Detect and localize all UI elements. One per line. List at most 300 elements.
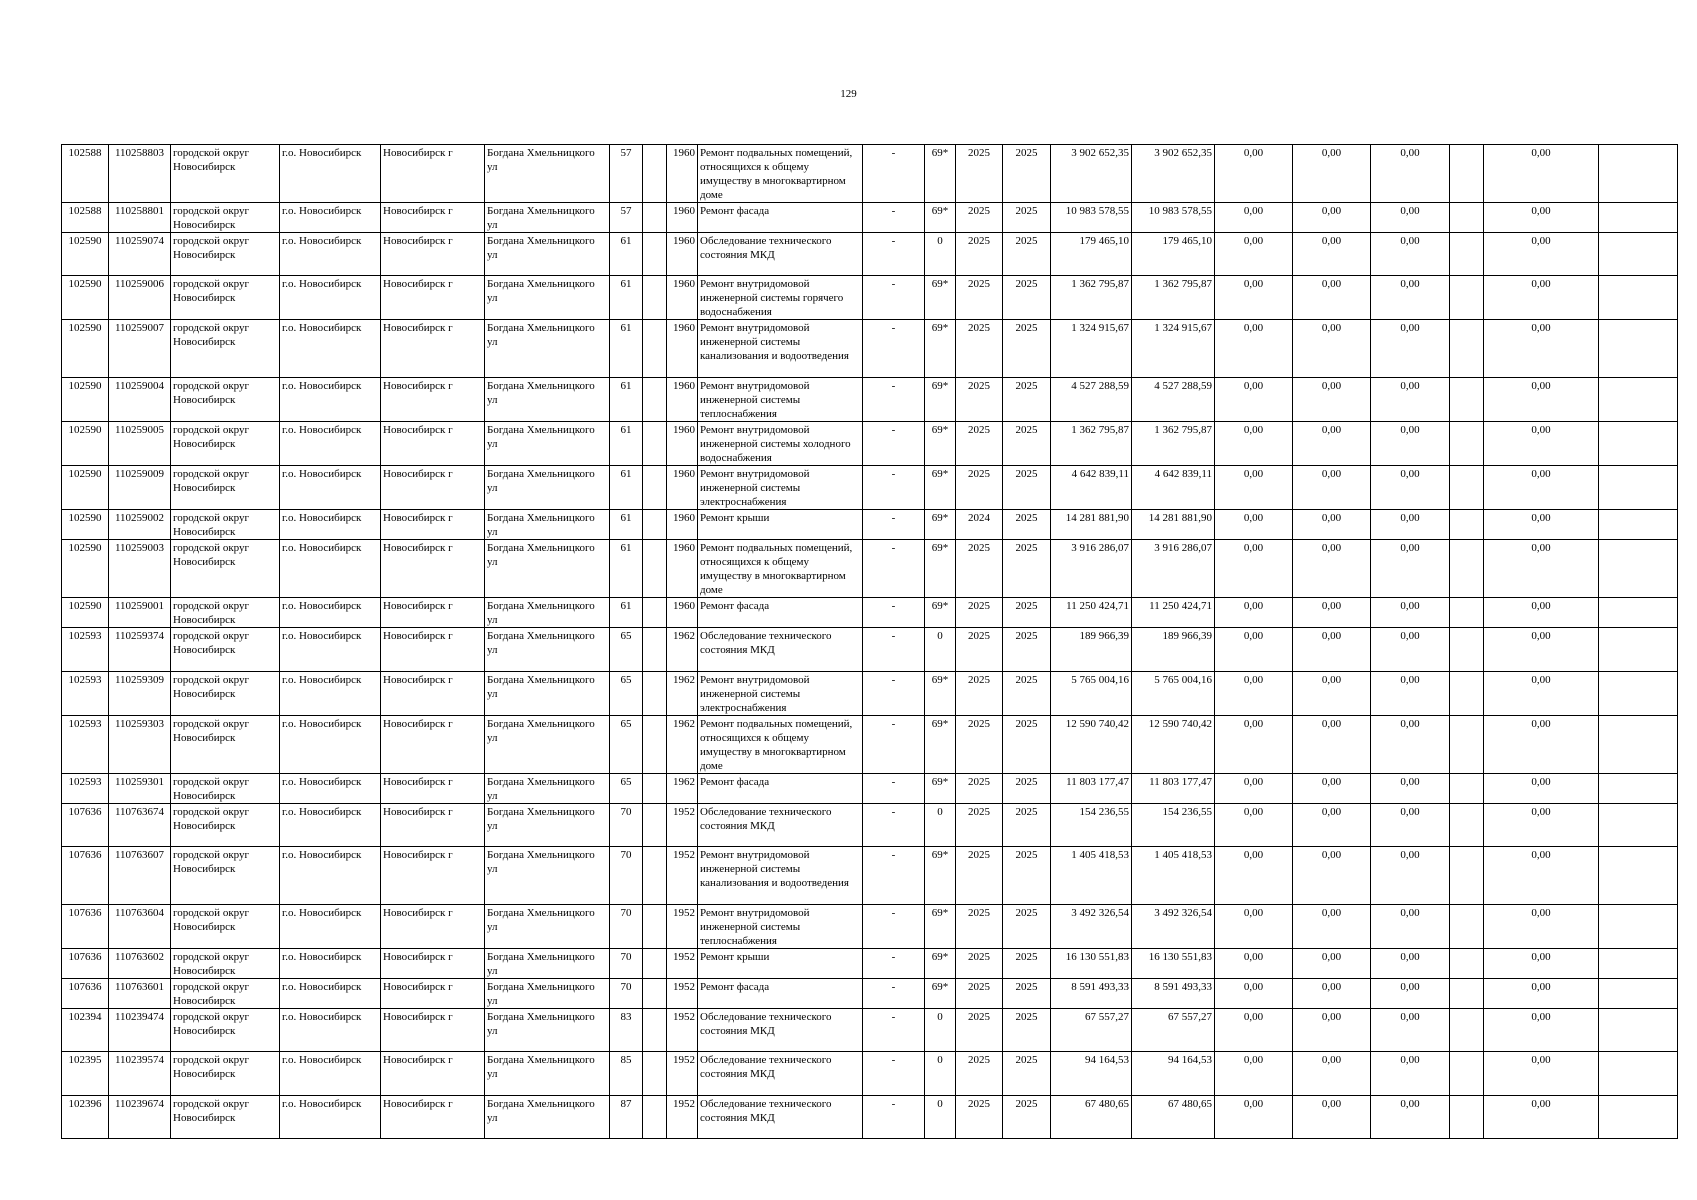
city-cell: Новосибирск г bbox=[381, 145, 485, 203]
budget-cost-cell: 0,00 bbox=[1215, 716, 1293, 774]
plan-end-year-cell: 2025 bbox=[1003, 233, 1051, 276]
street-cell: Богдана Хмельницкого ул bbox=[485, 320, 610, 378]
trailing-empty-cell bbox=[1599, 1009, 1678, 1052]
local-budget-cell: 0,00 bbox=[1371, 1009, 1450, 1052]
table-row bbox=[62, 1096, 1678, 1139]
work-code-cell: 110763674 bbox=[109, 804, 171, 847]
local-budget-cell: 0,00 bbox=[1371, 510, 1450, 540]
wear-percent-cell: 69* bbox=[925, 598, 956, 628]
work-code-cell: 110259002 bbox=[109, 510, 171, 540]
table-row bbox=[62, 540, 1678, 598]
district-cell: городской округ Новосибирск bbox=[171, 276, 280, 320]
budget-cost-cell: 0,00 bbox=[1215, 203, 1293, 233]
wear-percent-cell: 69* bbox=[925, 203, 956, 233]
budget-cost-cell: 0,00 bbox=[1215, 540, 1293, 598]
building-cell bbox=[643, 422, 667, 466]
street-cell: Богдана Хмельницкого ул bbox=[485, 145, 610, 203]
object-id-cell: 107636 bbox=[62, 847, 109, 905]
object-id-cell: 102588 bbox=[62, 145, 109, 203]
city-cell: Новосибирск г bbox=[381, 905, 485, 949]
budget-cost-cell: 0,00 bbox=[1215, 804, 1293, 847]
work-type-cell: Ремонт подвальных помещений, относящихся к общему имуществу в многоквартирном доме bbox=[698, 540, 863, 598]
unit-cell: - bbox=[863, 949, 925, 979]
house-number-cell: 65 bbox=[610, 774, 643, 804]
plan-start-year-cell: 2025 bbox=[956, 145, 1003, 203]
budget-cost-cell: 0,00 bbox=[1215, 774, 1293, 804]
local-budget-cell: 0,00 bbox=[1371, 540, 1450, 598]
regional-budget-cell: 0,00 bbox=[1293, 672, 1371, 716]
unit-cell: - bbox=[863, 510, 925, 540]
work-code-cell: 110258803 bbox=[109, 145, 171, 203]
table-row bbox=[62, 598, 1678, 628]
budget-cost-cell: 0,00 bbox=[1215, 320, 1293, 378]
work-code-cell: 110259301 bbox=[109, 774, 171, 804]
plan-start-year-cell: 2025 bbox=[956, 1096, 1003, 1139]
plan-start-year-cell: 2025 bbox=[956, 716, 1003, 774]
plan-end-year-cell: 2025 bbox=[1003, 1009, 1051, 1052]
municipality-cell: г.о. Новосибирск bbox=[280, 320, 381, 378]
commission-year-cell: 1960 bbox=[667, 233, 698, 276]
district-cell: городской округ Новосибирск bbox=[171, 320, 280, 378]
building-cell bbox=[643, 905, 667, 949]
regional-budget-cell: 0,00 bbox=[1293, 145, 1371, 203]
building-cell bbox=[643, 774, 667, 804]
municipality-cell: г.о. Новосибирск bbox=[280, 716, 381, 774]
municipality-cell: г.о. Новосибирск bbox=[280, 203, 381, 233]
unit-cell: - bbox=[863, 905, 925, 949]
work-type-cell: Обследование технического состояния МКД bbox=[698, 1009, 863, 1052]
commission-year-cell: 1960 bbox=[667, 378, 698, 422]
object-id-cell: 102593 bbox=[62, 628, 109, 672]
plan-end-year-cell: 2025 bbox=[1003, 979, 1051, 1009]
work-type-cell: Ремонт внутридомовой инженерной системы теплоснабжения bbox=[698, 905, 863, 949]
total-cost-cell: 67 557,27 bbox=[1051, 1009, 1132, 1052]
building-cell bbox=[643, 1096, 667, 1139]
municipality-cell: г.о. Новосибирск bbox=[280, 672, 381, 716]
wear-percent-cell: 0 bbox=[925, 1052, 956, 1096]
municipality-cell: г.о. Новосибирск bbox=[280, 774, 381, 804]
trailing-empty-cell bbox=[1599, 276, 1678, 320]
local-budget-cell: 0,00 bbox=[1371, 203, 1450, 233]
plan-start-year-cell: 2025 bbox=[956, 276, 1003, 320]
municipality-cell: г.о. Новосибирск bbox=[280, 847, 381, 905]
district-cell: городской округ Новосибирск bbox=[171, 510, 280, 540]
work-code-cell: 110259001 bbox=[109, 598, 171, 628]
work-code-cell: 110259374 bbox=[109, 628, 171, 672]
trailing-empty-cell bbox=[1599, 598, 1678, 628]
budget-cost-cell: 0,00 bbox=[1215, 672, 1293, 716]
work-code-cell: 110259004 bbox=[109, 378, 171, 422]
total-cost-cell: 16 130 551,83 bbox=[1051, 949, 1132, 979]
unit-cell: - bbox=[863, 276, 925, 320]
district-cell: городской округ Новосибирск bbox=[171, 540, 280, 598]
city-cell: Новосибирск г bbox=[381, 774, 485, 804]
district-cell: городской округ Новосибирск bbox=[171, 716, 280, 774]
empty-cell bbox=[1450, 774, 1484, 804]
work-code-cell: 110763601 bbox=[109, 979, 171, 1009]
plan-start-year-cell: 2024 bbox=[956, 510, 1003, 540]
work-type-cell: Обследование технического состояния МКД bbox=[698, 233, 863, 276]
street-cell: Богдана Хмельницкого ул bbox=[485, 774, 610, 804]
wear-percent-cell: 69* bbox=[925, 672, 956, 716]
empty-cell bbox=[1450, 979, 1484, 1009]
plan-start-year-cell: 2025 bbox=[956, 378, 1003, 422]
total-cost-cell: 3 902 652,35 bbox=[1051, 145, 1132, 203]
local-budget-cell: 0,00 bbox=[1371, 422, 1450, 466]
total-cost-cell: 67 480,65 bbox=[1051, 1096, 1132, 1139]
plan-end-year-cell: 2025 bbox=[1003, 466, 1051, 510]
empty-cell bbox=[1450, 672, 1484, 716]
local-budget-cell: 0,00 bbox=[1371, 716, 1450, 774]
work-code-cell: 110239574 bbox=[109, 1052, 171, 1096]
plan-end-year-cell: 2025 bbox=[1003, 203, 1051, 233]
street-cell: Богдана Хмельницкого ул bbox=[485, 1009, 610, 1052]
plan-start-year-cell: 2025 bbox=[956, 233, 1003, 276]
object-id-cell: 102395 bbox=[62, 1052, 109, 1096]
object-id-cell: 102593 bbox=[62, 672, 109, 716]
unit-cell: - bbox=[863, 320, 925, 378]
street-cell: Богдана Хмельницкого ул bbox=[485, 847, 610, 905]
table-body bbox=[62, 145, 1678, 1139]
regional-budget-cell: 0,00 bbox=[1293, 378, 1371, 422]
regional-budget-cell: 0,00 bbox=[1293, 320, 1371, 378]
plan-end-year-cell: 2025 bbox=[1003, 510, 1051, 540]
empty-cell bbox=[1450, 1096, 1484, 1139]
object-id-cell: 107636 bbox=[62, 905, 109, 949]
commission-year-cell: 1952 bbox=[667, 1052, 698, 1096]
building-cell bbox=[643, 145, 667, 203]
work-type-cell: Обследование технического состояния МКД bbox=[698, 804, 863, 847]
work-code-cell: 110259006 bbox=[109, 276, 171, 320]
building-cell bbox=[643, 716, 667, 774]
owners-funds-cell: 0,00 bbox=[1484, 847, 1599, 905]
table-row bbox=[62, 672, 1678, 716]
commission-year-cell: 1952 bbox=[667, 847, 698, 905]
owners-funds-cell: 0,00 bbox=[1484, 276, 1599, 320]
object-id-cell: 107636 bbox=[62, 979, 109, 1009]
plan-end-year-cell: 2025 bbox=[1003, 320, 1051, 378]
wear-percent-cell: 0 bbox=[925, 628, 956, 672]
wear-percent-cell: 0 bbox=[925, 804, 956, 847]
owners-funds-cell: 0,00 bbox=[1484, 672, 1599, 716]
regional-budget-cell: 0,00 bbox=[1293, 716, 1371, 774]
unit-cell: - bbox=[863, 774, 925, 804]
empty-cell bbox=[1450, 905, 1484, 949]
trailing-empty-cell bbox=[1599, 949, 1678, 979]
fund-cost-cell: 1 362 795,87 bbox=[1132, 276, 1215, 320]
budget-cost-cell: 0,00 bbox=[1215, 847, 1293, 905]
trailing-empty-cell bbox=[1599, 672, 1678, 716]
wear-percent-cell: 0 bbox=[925, 1009, 956, 1052]
empty-cell bbox=[1450, 598, 1484, 628]
table-row bbox=[62, 847, 1678, 905]
unit-cell: - bbox=[863, 466, 925, 510]
work-type-cell: Ремонт внутридомовой инженерной системы электроснабжения bbox=[698, 466, 863, 510]
plan-end-year-cell: 2025 bbox=[1003, 598, 1051, 628]
district-cell: городской округ Новосибирск bbox=[171, 905, 280, 949]
wear-percent-cell: 69* bbox=[925, 466, 956, 510]
empty-cell bbox=[1450, 145, 1484, 203]
local-budget-cell: 0,00 bbox=[1371, 949, 1450, 979]
regional-budget-cell: 0,00 bbox=[1293, 276, 1371, 320]
plan-start-year-cell: 2025 bbox=[956, 466, 1003, 510]
local-budget-cell: 0,00 bbox=[1371, 466, 1450, 510]
empty-cell bbox=[1450, 1052, 1484, 1096]
city-cell: Новосибирск г bbox=[381, 804, 485, 847]
house-number-cell: 70 bbox=[610, 905, 643, 949]
city-cell: Новосибирск г bbox=[381, 510, 485, 540]
city-cell: Новосибирск г bbox=[381, 1009, 485, 1052]
empty-cell bbox=[1450, 804, 1484, 847]
wear-percent-cell: 69* bbox=[925, 378, 956, 422]
table-row bbox=[62, 422, 1678, 466]
total-cost-cell: 189 966,39 bbox=[1051, 628, 1132, 672]
building-cell bbox=[643, 979, 667, 1009]
city-cell: Новосибирск г bbox=[381, 1096, 485, 1139]
city-cell: Новосибирск г bbox=[381, 1052, 485, 1096]
plan-start-year-cell: 2025 bbox=[956, 979, 1003, 1009]
fund-cost-cell: 8 591 493,33 bbox=[1132, 979, 1215, 1009]
table-row bbox=[62, 203, 1678, 233]
fund-cost-cell: 11 803 177,47 bbox=[1132, 774, 1215, 804]
wear-percent-cell: 69* bbox=[925, 145, 956, 203]
budget-cost-cell: 0,00 bbox=[1215, 510, 1293, 540]
owners-funds-cell: 0,00 bbox=[1484, 540, 1599, 598]
work-type-cell: Ремонт внутридомовой инженерной системы канализования и водоотведения bbox=[698, 320, 863, 378]
unit-cell: - bbox=[863, 145, 925, 203]
house-number-cell: 61 bbox=[610, 276, 643, 320]
street-cell: Богдана Хмельницкого ул bbox=[485, 979, 610, 1009]
district-cell: городской округ Новосибирск bbox=[171, 422, 280, 466]
work-type-cell: Ремонт внутридомовой инженерной системы канализования и водоотведения bbox=[698, 847, 863, 905]
table-row bbox=[62, 804, 1678, 847]
regional-budget-cell: 0,00 bbox=[1293, 847, 1371, 905]
total-cost-cell: 11 250 424,71 bbox=[1051, 598, 1132, 628]
building-cell bbox=[643, 628, 667, 672]
unit-cell: - bbox=[863, 422, 925, 466]
local-budget-cell: 0,00 bbox=[1371, 378, 1450, 422]
page-number: 129 bbox=[840, 88, 857, 100]
owners-funds-cell: 0,00 bbox=[1484, 320, 1599, 378]
street-cell: Богдана Хмельницкого ул bbox=[485, 628, 610, 672]
municipality-cell: г.о. Новосибирск bbox=[280, 378, 381, 422]
fund-cost-cell: 10 983 578,55 bbox=[1132, 203, 1215, 233]
owners-funds-cell: 0,00 bbox=[1484, 378, 1599, 422]
fund-cost-cell: 179 465,10 bbox=[1132, 233, 1215, 276]
local-budget-cell: 0,00 bbox=[1371, 276, 1450, 320]
city-cell: Новосибирск г bbox=[381, 276, 485, 320]
commission-year-cell: 1960 bbox=[667, 540, 698, 598]
wear-percent-cell: 69* bbox=[925, 847, 956, 905]
empty-cell bbox=[1450, 716, 1484, 774]
trailing-empty-cell bbox=[1599, 422, 1678, 466]
plan-start-year-cell: 2025 bbox=[956, 1009, 1003, 1052]
owners-funds-cell: 0,00 bbox=[1484, 466, 1599, 510]
trailing-empty-cell bbox=[1599, 774, 1678, 804]
work-type-cell: Ремонт внутридомовой инженерной системы электроснабжения bbox=[698, 672, 863, 716]
street-cell: Богдана Хмельницкого ул bbox=[485, 233, 610, 276]
budget-cost-cell: 0,00 bbox=[1215, 378, 1293, 422]
fund-cost-cell: 14 281 881,90 bbox=[1132, 510, 1215, 540]
fund-cost-cell: 67 557,27 bbox=[1132, 1009, 1215, 1052]
empty-cell bbox=[1450, 1009, 1484, 1052]
empty-cell bbox=[1450, 422, 1484, 466]
house-number-cell: 61 bbox=[610, 466, 643, 510]
plan-end-year-cell: 2025 bbox=[1003, 847, 1051, 905]
municipality-cell: г.о. Новосибирск bbox=[280, 540, 381, 598]
trailing-empty-cell bbox=[1599, 466, 1678, 510]
table-row bbox=[62, 1052, 1678, 1096]
table-row bbox=[62, 378, 1678, 422]
empty-cell bbox=[1450, 320, 1484, 378]
commission-year-cell: 1952 bbox=[667, 949, 698, 979]
plan-start-year-cell: 2025 bbox=[956, 847, 1003, 905]
plan-end-year-cell: 2025 bbox=[1003, 804, 1051, 847]
house-number-cell: 70 bbox=[610, 979, 643, 1009]
regional-budget-cell: 0,00 bbox=[1293, 1052, 1371, 1096]
regional-budget-cell: 0,00 bbox=[1293, 466, 1371, 510]
object-id-cell: 102590 bbox=[62, 598, 109, 628]
work-code-cell: 110259309 bbox=[109, 672, 171, 716]
trailing-empty-cell bbox=[1599, 716, 1678, 774]
work-type-cell: Обследование технического состояния МКД bbox=[698, 628, 863, 672]
building-cell bbox=[643, 672, 667, 716]
table-row bbox=[62, 774, 1678, 804]
object-id-cell: 102590 bbox=[62, 540, 109, 598]
district-cell: городской округ Новосибирск bbox=[171, 774, 280, 804]
street-cell: Богдана Хмельницкого ул bbox=[485, 716, 610, 774]
owners-funds-cell: 0,00 bbox=[1484, 422, 1599, 466]
budget-cost-cell: 0,00 bbox=[1215, 466, 1293, 510]
unit-cell: - bbox=[863, 540, 925, 598]
work-code-cell: 110763602 bbox=[109, 949, 171, 979]
owners-funds-cell: 0,00 bbox=[1484, 949, 1599, 979]
fund-cost-cell: 154 236,55 bbox=[1132, 804, 1215, 847]
capital-repair-table bbox=[61, 144, 1678, 1139]
owners-funds-cell: 0,00 bbox=[1484, 1052, 1599, 1096]
total-cost-cell: 8 591 493,33 bbox=[1051, 979, 1132, 1009]
budget-cost-cell: 0,00 bbox=[1215, 1096, 1293, 1139]
commission-year-cell: 1962 bbox=[667, 672, 698, 716]
commission-year-cell: 1962 bbox=[667, 716, 698, 774]
fund-cost-cell: 1 324 915,67 bbox=[1132, 320, 1215, 378]
district-cell: городской округ Новосибирск bbox=[171, 1009, 280, 1052]
owners-funds-cell: 0,00 bbox=[1484, 598, 1599, 628]
object-id-cell: 102396 bbox=[62, 1096, 109, 1139]
commission-year-cell: 1962 bbox=[667, 774, 698, 804]
plan-end-year-cell: 2025 bbox=[1003, 378, 1051, 422]
total-cost-cell: 94 164,53 bbox=[1051, 1052, 1132, 1096]
trailing-empty-cell bbox=[1599, 804, 1678, 847]
street-cell: Богдана Хмельницкого ул bbox=[485, 378, 610, 422]
fund-cost-cell: 4 527 288,59 bbox=[1132, 378, 1215, 422]
total-cost-cell: 179 465,10 bbox=[1051, 233, 1132, 276]
house-number-cell: 61 bbox=[610, 422, 643, 466]
city-cell: Новосибирск г bbox=[381, 847, 485, 905]
local-budget-cell: 0,00 bbox=[1371, 1052, 1450, 1096]
building-cell bbox=[643, 1052, 667, 1096]
building-cell bbox=[643, 540, 667, 598]
work-type-cell: Ремонт внутридомовой инженерной системы холодного водоснабжения bbox=[698, 422, 863, 466]
table-row bbox=[62, 949, 1678, 979]
wear-percent-cell: 0 bbox=[925, 1096, 956, 1139]
district-cell: городской округ Новосибирск bbox=[171, 1096, 280, 1139]
trailing-empty-cell bbox=[1599, 979, 1678, 1009]
house-number-cell: 61 bbox=[610, 378, 643, 422]
fund-cost-cell: 5 765 004,16 bbox=[1132, 672, 1215, 716]
street-cell: Богдана Хмельницкого ул bbox=[485, 672, 610, 716]
district-cell: городской округ Новосибирск bbox=[171, 1052, 280, 1096]
commission-year-cell: 1960 bbox=[667, 510, 698, 540]
municipality-cell: г.о. Новосибирск bbox=[280, 1096, 381, 1139]
total-cost-cell: 1 362 795,87 bbox=[1051, 422, 1132, 466]
city-cell: Новосибирск г bbox=[381, 466, 485, 510]
municipality-cell: г.о. Новосибирск bbox=[280, 233, 381, 276]
house-number-cell: 61 bbox=[610, 598, 643, 628]
trailing-empty-cell bbox=[1599, 320, 1678, 378]
budget-cost-cell: 0,00 bbox=[1215, 276, 1293, 320]
plan-start-year-cell: 2025 bbox=[956, 422, 1003, 466]
local-budget-cell: 0,00 bbox=[1371, 320, 1450, 378]
commission-year-cell: 1960 bbox=[667, 320, 698, 378]
plan-start-year-cell: 2025 bbox=[956, 949, 1003, 979]
house-number-cell: 61 bbox=[610, 540, 643, 598]
local-budget-cell: 0,00 bbox=[1371, 672, 1450, 716]
object-id-cell: 102590 bbox=[62, 233, 109, 276]
house-number-cell: 65 bbox=[610, 672, 643, 716]
work-code-cell: 110763604 bbox=[109, 905, 171, 949]
fund-cost-cell: 4 642 839,11 bbox=[1132, 466, 1215, 510]
house-number-cell: 61 bbox=[610, 320, 643, 378]
house-number-cell: 65 bbox=[610, 628, 643, 672]
trailing-empty-cell bbox=[1599, 540, 1678, 598]
total-cost-cell: 3 492 326,54 bbox=[1051, 905, 1132, 949]
street-cell: Богдана Хмельницкого ул bbox=[485, 1096, 610, 1139]
plan-end-year-cell: 2025 bbox=[1003, 628, 1051, 672]
street-cell: Богдана Хмельницкого ул bbox=[485, 540, 610, 598]
regional-budget-cell: 0,00 bbox=[1293, 233, 1371, 276]
budget-cost-cell: 0,00 bbox=[1215, 628, 1293, 672]
plan-start-year-cell: 2025 bbox=[956, 320, 1003, 378]
commission-year-cell: 1960 bbox=[667, 598, 698, 628]
table-row bbox=[62, 510, 1678, 540]
municipality-cell: г.о. Новосибирск bbox=[280, 804, 381, 847]
owners-funds-cell: 0,00 bbox=[1484, 774, 1599, 804]
object-id-cell: 102590 bbox=[62, 466, 109, 510]
district-cell: городской округ Новосибирск bbox=[171, 672, 280, 716]
wear-percent-cell: 69* bbox=[925, 774, 956, 804]
plan-end-year-cell: 2025 bbox=[1003, 774, 1051, 804]
building-cell bbox=[643, 233, 667, 276]
object-id-cell: 102590 bbox=[62, 422, 109, 466]
wear-percent-cell: 0 bbox=[925, 233, 956, 276]
total-cost-cell: 4 642 839,11 bbox=[1051, 466, 1132, 510]
street-cell: Богдана Хмельницкого ул bbox=[485, 804, 610, 847]
plan-end-year-cell: 2025 bbox=[1003, 422, 1051, 466]
unit-cell: - bbox=[863, 1096, 925, 1139]
district-cell: городской округ Новосибирск bbox=[171, 466, 280, 510]
work-code-cell: 110239474 bbox=[109, 1009, 171, 1052]
plan-start-year-cell: 2025 bbox=[956, 540, 1003, 598]
commission-year-cell: 1960 bbox=[667, 422, 698, 466]
building-cell bbox=[643, 598, 667, 628]
empty-cell bbox=[1450, 949, 1484, 979]
house-number-cell: 65 bbox=[610, 716, 643, 774]
unit-cell: - bbox=[863, 804, 925, 847]
regional-budget-cell: 0,00 bbox=[1293, 804, 1371, 847]
street-cell: Богдана Хмельницкого ул bbox=[485, 466, 610, 510]
owners-funds-cell: 0,00 bbox=[1484, 979, 1599, 1009]
